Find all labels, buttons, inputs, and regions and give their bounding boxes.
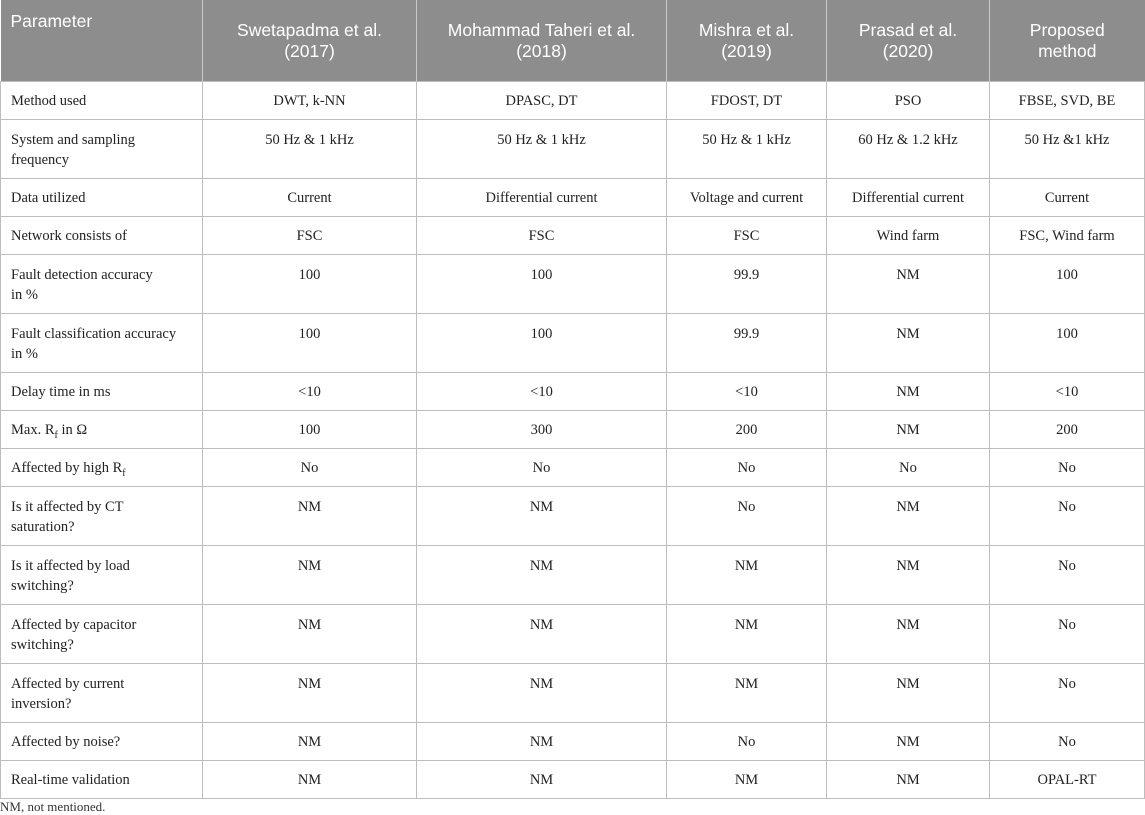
row-label-line: Data utilized [11, 190, 86, 206]
row-label-line: frequency [11, 152, 69, 168]
table-row [1, 449, 1145, 487]
table-cell: NM [203, 605, 417, 664]
cell-line: Mohammad Taheri et al. [447, 19, 636, 40]
table-cell: 100 [203, 411, 417, 449]
table-cell: NM [203, 546, 417, 605]
row-label [1, 314, 203, 373]
table-cell: No [827, 449, 990, 487]
table-row [1, 411, 1145, 449]
table-cell: 100 [417, 255, 667, 314]
row-label [1, 761, 203, 799]
cell-line: Proposed [1029, 19, 1105, 40]
table-row [1, 120, 1145, 179]
row-label [1, 487, 203, 546]
row-label-line: Affected by noise? [11, 734, 121, 750]
table-cell: Wind farm [827, 217, 990, 255]
cell-line: (2019) [721, 40, 772, 61]
table-row [1, 255, 1145, 314]
table-cell: NM [827, 373, 990, 411]
table-cell: NM [667, 664, 827, 723]
cell-line: (2018) [516, 40, 567, 61]
row-label-line: Fault classification accuracy [11, 326, 177, 342]
row-label-line: in % [11, 346, 38, 362]
table-cell: OPAL-RT [990, 761, 1145, 799]
row-label [1, 411, 203, 449]
table-cell: 100 [990, 255, 1145, 314]
table-cell: NM [827, 255, 990, 314]
table-cell: 200 [667, 411, 827, 449]
row-label [1, 664, 203, 723]
table-cell: No [990, 605, 1145, 664]
table-cell: 100 [203, 255, 417, 314]
table-cell: FDOST, DT [667, 82, 827, 120]
table-cell: 300 [417, 411, 667, 449]
table-cell: 60 Hz & 1.2 kHz [827, 120, 990, 179]
table-cell: NM [667, 605, 827, 664]
table-cell: 99.9 [667, 255, 827, 314]
table-cell: DWT, k-NN [203, 82, 417, 120]
row-label-line: Method used [11, 93, 87, 109]
header-row [1, 0, 1145, 82]
table-cell: NM [417, 664, 667, 723]
row-label-line: Is it affected by load [11, 558, 130, 574]
cell-line: (2020) [882, 40, 934, 61]
table-cell: DPASC, DT [417, 82, 667, 120]
table-cell: FSC [203, 217, 417, 255]
table-row [1, 314, 1145, 373]
row-label [1, 255, 203, 314]
table-cell: Current [990, 179, 1145, 217]
cell-line: Parameter [10, 11, 93, 31]
table-cell: FSC [417, 217, 667, 255]
cell-line: Swetapadma et al. [237, 19, 382, 40]
row-label [1, 373, 203, 411]
table-cell: Voltage and current [667, 179, 827, 217]
table-cell: FBSE, SVD, BE [990, 82, 1145, 120]
table-cell: PSO [827, 82, 990, 120]
row-label-line: System and sampling [11, 132, 136, 148]
table-cell: NM [827, 314, 990, 373]
table-header [1, 0, 1145, 82]
table-cell: No [990, 664, 1145, 723]
table-row [1, 723, 1145, 761]
table-cell: <10 [990, 373, 1145, 411]
table-cell: 100 [203, 314, 417, 373]
table-cell: Current [203, 179, 417, 217]
table-cell: NM [827, 487, 990, 546]
table-cell: NM [417, 487, 667, 546]
table-cell: NM [827, 546, 990, 605]
table-row [1, 605, 1145, 664]
table-cell: No [667, 487, 827, 546]
table-row [1, 179, 1145, 217]
table-cell: NM [417, 546, 667, 605]
table-cell: No [990, 723, 1145, 761]
table-cell: <10 [667, 373, 827, 411]
table-cell: NM [417, 723, 667, 761]
table-row [1, 664, 1145, 723]
row-label [1, 120, 203, 179]
table-cell: No [417, 449, 667, 487]
table-row [1, 761, 1145, 799]
table-cell: No [990, 487, 1145, 546]
table-row [1, 82, 1145, 120]
cell-line: Prasad et al. [858, 19, 958, 40]
table-cell: NM [827, 761, 990, 799]
row-label-line: in % [11, 287, 38, 303]
footnote: NM, not mentioned. [0, 799, 106, 814]
column-header [667, 0, 827, 82]
cell-line: method [1038, 40, 1097, 61]
table-cell: No [990, 546, 1145, 605]
row-label-line: inversion? [11, 696, 72, 712]
table-cell: FSC [667, 217, 827, 255]
table-cell: 200 [990, 411, 1145, 449]
column-header [203, 0, 417, 82]
table-cell: 100 [417, 314, 667, 373]
row-label-line: Affected by capacitor [11, 617, 137, 633]
row-label-line: Is it affected by CT [11, 499, 124, 515]
table-body [1, 82, 1145, 799]
row-label [1, 449, 203, 487]
row-label-line: Real-time validation [11, 772, 130, 788]
table-cell: NM [667, 546, 827, 605]
row-label [1, 179, 203, 217]
table-cell: No [667, 723, 827, 761]
row-label-line: Affected by current [11, 676, 125, 692]
row-label-line: Fault detection accuracy [11, 267, 153, 283]
table-cell: NM [203, 723, 417, 761]
row-label [1, 723, 203, 761]
table-cell: Differential current [417, 179, 667, 217]
table-cell: Differential current [827, 179, 990, 217]
table-cell: NM [827, 723, 990, 761]
table-cell: No [990, 449, 1145, 487]
table-cell: NM [827, 664, 990, 723]
table-cell: 50 Hz &1 kHz [990, 120, 1145, 179]
table-cell: 100 [990, 314, 1145, 373]
table-cell: 50 Hz & 1 kHz [667, 120, 827, 179]
table-cell: NM [203, 761, 417, 799]
table-row [1, 373, 1145, 411]
row-label-line: switching? [11, 578, 74, 594]
row-label-line: Network consists of [11, 228, 127, 244]
table-cell: 50 Hz & 1 kHz [203, 120, 417, 179]
column-header [827, 0, 990, 82]
table-cell: FSC, Wind farm [990, 217, 1145, 255]
row-label-line: Max. $R_f$ in Ω [11, 422, 88, 441]
cell-line: (2017) [284, 40, 335, 61]
row-label [1, 82, 203, 120]
table-cell: NM [203, 487, 417, 546]
row-label [1, 217, 203, 255]
table-cell: 99.9 [667, 314, 827, 373]
table-cell: NM [417, 761, 667, 799]
table-cell: NM [667, 761, 827, 799]
table-cell: <10 [203, 373, 417, 411]
row-label-line: Affected by high $R_f$ [11, 460, 126, 479]
table-cell: <10 [417, 373, 667, 411]
table-row [1, 217, 1145, 255]
table-row [1, 487, 1145, 546]
row-label-line: switching? [11, 637, 74, 653]
row-label-line: saturation? [11, 519, 75, 535]
row-label [1, 605, 203, 664]
column-header [1, 0, 203, 82]
table-cell: NM [203, 664, 417, 723]
column-header [417, 0, 667, 82]
table-cell: No [203, 449, 417, 487]
table-cell: NM [827, 411, 990, 449]
table-cell: 50 Hz & 1 kHz [417, 120, 667, 179]
table-cell: No [667, 449, 827, 487]
table-row [1, 546, 1145, 605]
table-cell: NM [417, 605, 667, 664]
column-header [990, 0, 1145, 82]
cell-line: Mishra et al. [698, 19, 795, 40]
row-label [1, 546, 203, 605]
row-label-line: Delay time in ms [11, 384, 111, 400]
table-cell: NM [827, 605, 990, 664]
